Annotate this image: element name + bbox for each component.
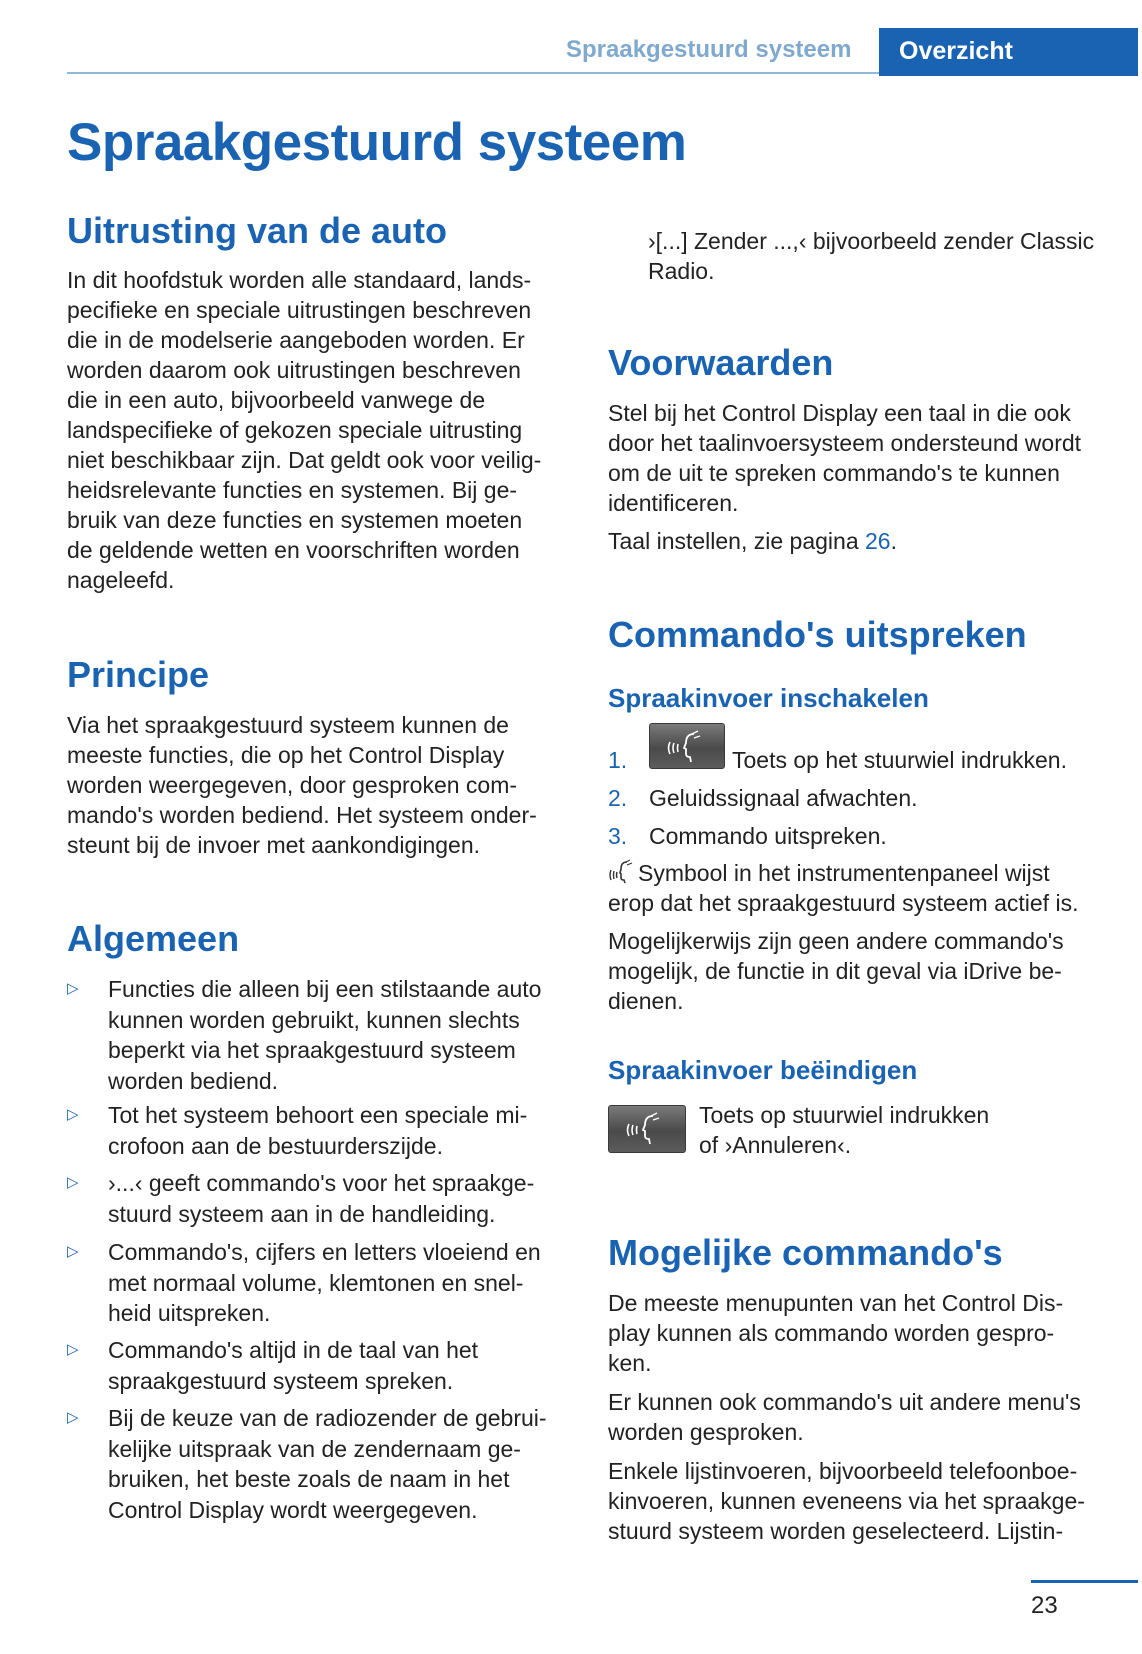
list-item-line: stuurd systeem aan in de handleiding.	[108, 1200, 496, 1227]
equipment-line: de geldende wetten en voorschriften worden	[67, 537, 520, 563]
heading-general: Algemeen	[67, 918, 240, 959]
footer-divider	[1031, 1580, 1138, 1583]
note-line: dienen.	[608, 988, 684, 1014]
voice-button-icon	[608, 1105, 686, 1153]
possible-line: worden gesproken.	[608, 1419, 804, 1445]
equipment-line: bruik van deze functies en systemen moeten	[67, 507, 523, 533]
heading-conditions: Voorwaarden	[608, 342, 834, 383]
reference-text: Taal instellen, zie pagina	[608, 528, 865, 554]
bullet-triangle-icon: ▷	[67, 980, 79, 997]
possible-line: play kunnen als commando worden gespro-	[608, 1320, 1055, 1346]
equipment-line: die in een auto, bijvoorbeeld vanwege de	[67, 387, 486, 413]
possible-line: Enkele lijstinvoeren, bijvoorbeeld telefoonboe-	[608, 1458, 1078, 1484]
bullet-triangle-icon: ▷	[67, 1174, 79, 1191]
end-line: Toets op stuurwiel indrukken	[699, 1102, 990, 1128]
step-text: Commando uitspreken.	[649, 823, 887, 849]
conditions-line: identificeren.	[608, 490, 739, 516]
symbol-line: Symbool in het instrumentenpaneel wijst	[638, 860, 1050, 886]
header-tab	[879, 28, 1138, 76]
list-item-line: met normaal volume, klemtonen en snel-	[108, 1269, 524, 1296]
note-line: Mogelijkerwijs zijn geen andere commando's	[608, 928, 1064, 954]
bullet-triangle-icon: ▷	[67, 1106, 79, 1123]
step-number: 2.	[608, 785, 628, 811]
header-tab-label: Overzicht	[899, 37, 1013, 65]
voice-button-icon	[649, 723, 725, 769]
list-item-line: Functies die alleen bij een stilstaande auto	[108, 976, 542, 1002]
reference-end: .	[890, 528, 897, 554]
heading-commands: Commando's uitspreken	[608, 614, 1027, 655]
step-number: 1.	[608, 747, 628, 773]
step-text: Toets op het stuurwiel indrukken.	[732, 747, 1067, 773]
step-number: 3.	[608, 823, 628, 849]
step-text: Geluidssignaal afwachten.	[649, 785, 918, 811]
conditions-line: door het taalinvoersysteem ondersteund wordt	[608, 430, 1082, 456]
list-item-text	[108, 974, 568, 1096]
equipment-line: worden daarom ook uitrustingen beschreven	[67, 357, 521, 383]
list-item-text	[108, 1403, 568, 1525]
possible-line: stuurd systeem worden geselecteerd. Lijstin-	[608, 1518, 1064, 1544]
equipment-line: die in de modelserie aangeboden worden. Er	[67, 327, 525, 353]
heading-possible-commands: Mogelijke commando's	[608, 1232, 1003, 1273]
equipment-line: pecifieke en speciale uitrustingen beschreven	[67, 297, 532, 323]
list-item-line: spraakgestuurd systeem spreken.	[108, 1367, 454, 1394]
bullet-triangle-icon: ▷	[67, 1409, 79, 1426]
list-item-line: ›...‹ geeft commando's voor het spraakge-	[108, 1170, 535, 1196]
possible-line: kinvoeren, kunnen eveneens via het spraakge-	[608, 1488, 1085, 1514]
possible-line: Er kunnen ook commando's uit andere menu's	[608, 1389, 1081, 1415]
principle-line: meeste functies, die op het Control Display	[67, 742, 505, 768]
page-number: 23	[1031, 1592, 1058, 1619]
list-item-text	[108, 1168, 568, 1229]
end-line: of ›Annuleren‹.	[699, 1132, 852, 1158]
list-item-line: crofoon aan de bestuurderszijde.	[108, 1132, 443, 1159]
list-item-line: kelijke uitspraak van de zendernaam ge-	[108, 1435, 521, 1462]
list-item-line: bruiken, het beste zoals de naam in het	[108, 1466, 510, 1492]
list-item-line: Commando's altijd in de taal van het	[108, 1337, 479, 1363]
page-title: Spraakgestuurd systeem	[67, 113, 687, 172]
equipment-line: nageleefd.	[67, 567, 175, 593]
principle-line: mando's worden bediend. Het systeem onder-	[67, 802, 537, 828]
list-item-line: heid uitspreken.	[108, 1300, 271, 1326]
conditions-line: Stel bij het Control Display een taal in die ook	[608, 400, 1071, 426]
list-item-line: Commando's, cijfers en letters vloeiend en	[108, 1239, 541, 1265]
running-header-section: Spraakgestuurd systeem	[566, 36, 852, 63]
page-reference-link[interactable]: 26	[865, 528, 891, 554]
heading-principle: Principe	[67, 654, 210, 695]
principle-line: steunt bij de invoer met aankondigingen.	[67, 832, 481, 858]
possible-line: ken.	[608, 1350, 652, 1376]
list-item-text	[108, 1237, 568, 1329]
heading-equipment: Uitrusting van de auto	[67, 210, 448, 251]
heading-activate-voice-input: Spraakinvoer inschakelen	[608, 683, 929, 713]
equipment-line: niet beschikbaar zijn. Dat geldt ook voor veilig-	[67, 447, 542, 473]
bullet-triangle-icon: ▷	[67, 1341, 79, 1358]
list-item-text	[108, 1100, 568, 1161]
principle-line: Via het spraakgestuurd systeem kunnen de	[67, 712, 509, 738]
equipment-line: landspecifieke of gekozen speciale uitrusting	[67, 417, 523, 443]
equipment-line: In dit hoofdstuk worden alle standaard, lands-	[67, 267, 532, 293]
conditions-line: om de uit te spreken commando's te kunnen	[608, 460, 1060, 486]
possible-line: De meeste menupunten van het Control Dis-	[608, 1290, 1064, 1316]
principle-line: worden weergegeven, door gesproken com-	[67, 772, 518, 798]
list-item-line: Bij de keuze van de radiozender de gebrui-	[108, 1405, 547, 1431]
note-line: mogelijk, de functie in dit geval via iDrive be-	[608, 958, 1062, 984]
list-item-line: kunnen worden gebruikt, kunnen slechts	[108, 1006, 520, 1033]
voice-active-symbol-icon	[608, 858, 634, 884]
header-divider	[67, 72, 880, 74]
list-item-text	[108, 1335, 568, 1396]
list-item-line: worden bediend.	[108, 1067, 279, 1094]
symbol-line: erop dat het spraakgestuurd systeem actief is.	[608, 890, 1079, 916]
conditions-reference	[608, 526, 897, 557]
continuation-line: Radio.	[648, 258, 715, 284]
heading-end-voice-input: Spraakinvoer beëindigen	[608, 1055, 918, 1085]
equipment-line: heidsrelevante functies en systemen. Bij ge-	[67, 477, 518, 503]
bullet-triangle-icon: ▷	[67, 1243, 79, 1260]
continuation-line: ›[...] Zender ...,‹ bijvoorbeeld zender Classic	[648, 228, 1095, 254]
list-item-line: Tot het systeem behoort een speciale mi-	[108, 1102, 528, 1128]
list-item-line: Control Display wordt weergegeven.	[108, 1496, 478, 1523]
list-item-line: beperkt via het spraakgestuurd systeem	[108, 1037, 516, 1063]
